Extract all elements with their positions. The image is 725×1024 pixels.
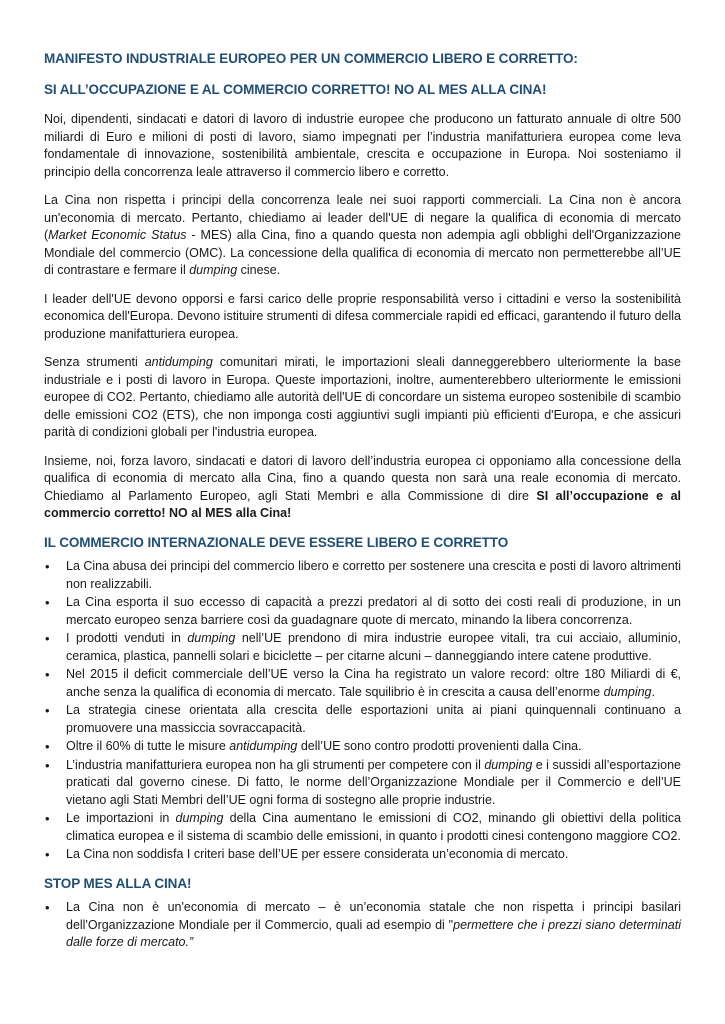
list-item: • La Cina non soddisfa I criteri base dell’UE per essere considerata un’economia di mercato. [44, 846, 681, 864]
bullet-icon: • [45, 739, 50, 755]
bullet-icon: • [45, 559, 50, 575]
list-item: • Nel 2015 il deficit commerciale dell’UE verso la Cina ha registrato un valore record: oltre 180 Miliardi di €, anche senza la qualifica di economia di mercato. Tale squilibrio è in crescita a causa dell’enorme dumping. [45, 667, 681, 699]
list-item: • I prodotti venduti in dumping nell’UE prendono di mira industrie europee vitali, tra cui acciaio, alluminio, ceramica, plastica, pannelli solari e biciclette – per citarne alcuni – danneggiando intere catene produttive. [45, 631, 681, 663]
list-item: • L’industria manifatturiera europea non ha gli strumenti per competere con il dumping e i sussidi all’esportazione praticati dal governo cinese. Di fatto, le norme dell’Organizzazione Mondiale per il Commercio e dell’UE vietano agli Stati Membri dell’UE ogni forma di sostegno alle proprie industrie. [45, 757, 681, 807]
paragraph-intro: Noi, dipendenti, sindacati e datori di lavoro di industrie europee che producono un fatturato annuale di oltre 500 miliardi di Euro e milioni di posti di lavoro, siamo impegnati per l’industria manifatturiera europea come leva fondamentale di innovazione, sostenibilità ambientale, crescita e occupazione in Europa. Noi sosteniamo il principio della concorrenza leale attraverso il commercio libero e corretto. [44, 112, 681, 179]
bullet-list-stop-mes [44, 899, 681, 952]
list-item: • La Cina non è un'economia di mercato – è un’economia statale che non rispetta i principi basilari dell'Organizzazione Mondiale per il Commercio, quali ad esempio di "permettere che i prezzi siano determinati dalle forze di mercato.” [45, 900, 681, 950]
bullet-icon: • [45, 811, 50, 827]
bullet-icon: • [45, 631, 50, 647]
paragraph-antidumping: Senza strumenti antidumping comunitari mirati, le importazioni sleali danneggerebbero ulteriormente la base industriale e i posti di lavoro in Europa. Queste importazioni, inoltre, aumenterebbero ulteriormente le emissioni europee di CO2. Pertanto, chiediamo alle autorità dell'UE di concordare un sistema europeo sostenibile di scambio delle emissioni CO2 (ETS), che non imponga costi aggiuntivi sugli impianti più efficienti d'Europa, e che assicuri parità di condizioni globali per l'industria europea. [44, 355, 682, 440]
list-item: • La strategia cinese orientata alla crescita delle esportazioni unita ai piani quinquennali continuano a promuovere una massiccia sovraccapacità. [45, 703, 681, 735]
section-title-fair-trade: IL COMMERCIO INTERNAZIONALE DEVE ESSERE LIBERO E CORRETTO [44, 534, 509, 550]
bullet-icon: • [45, 703, 50, 719]
bullet-icon: • [45, 900, 50, 916]
bullet-icon: • [45, 667, 50, 683]
bullet-icon: • [45, 757, 50, 773]
document-title: MANIFESTO INDUSTRIALE EUROPEO PER UN COMMERCIO LIBERO E CORRETTO: [44, 51, 578, 66]
paragraph-china-mes: La Cina non rispetta i principi della concorrenza leale nei suoi rapporti commerciali. La Cina non è ancora un'economia di mercato. Pertanto, chiediamo ai leader dell'UE di negare la qualifica di economia di mercato (Market Economic Status - MES) alla Cina, fino a quando questa non adempia agli obblighi dell'Organizzazione Mondiale del commercio (OMC). La concessione della qualifica di economia di mercato non permetterebbe all’UE di contrastare e fermare il dumping cinese. [44, 193, 681, 278]
bullet-list-fair-trade [44, 558, 681, 864]
bullet-icon: • [45, 847, 50, 863]
list-item: • Oltre il 60% di tutte le misure antidumping dell’UE sono contro prodotti provenienti dalla Cina. [44, 738, 681, 756]
list-item: • La Cina esporta il suo eccesso di capacità a prezzi predatori al di sotto dei costi reali di produzione, in un mercato europeo senza barriere così da guadagnare quote di mercato, minando la libera concorrenza. [45, 595, 681, 627]
paragraph-together: Insieme, noi, forza lavoro, sindacati e datori di lavoro dell’industria europea ci opponiamo alla concessione della qualifica di economia di mercato alla Cina, fino a quando questa non sarà una reale economia di mercato. Chiediamo al Parlamento Europeo, agli Stati Membri e alla Commissione di dire SI all’occupazione e al commercio corretto! NO al MES alla Cina! [44, 453, 681, 521]
list-item: • La Cina abusa dei principi del commercio libero e corretto per sostenere una crescita e posti di lavoro altrimenti non realizzabili. [45, 559, 681, 591]
document-subtitle: SI ALL’OCCUPAZIONE E AL COMMERCIO CORRETTO! NO AL MES ALLA CINA! [44, 81, 547, 97]
paragraph-eu-leaders: I leader dell'UE devono opporsi e farsi carico delle proprie responsabilità verso i cittadini e verso la sostenibilità economica dell'Europa. Devono istituire strumenti di difesa commerciale rapidi ed efficaci, garantendo il futuro della produzione manifatturiera europea. [44, 291, 681, 341]
list-item: • Le importazioni in dumping della Cina aumentano le emissioni di CO2, minando gli obiettivi della politica climatica europea e il sistema di scambio delle emissioni, in quanto i prodotti cinesi contengono maggiore CO2. [45, 811, 681, 843]
section-title-stop-mes: STOP MES ALLA CINA! [44, 875, 192, 891]
bullet-icon: • [45, 595, 50, 611]
